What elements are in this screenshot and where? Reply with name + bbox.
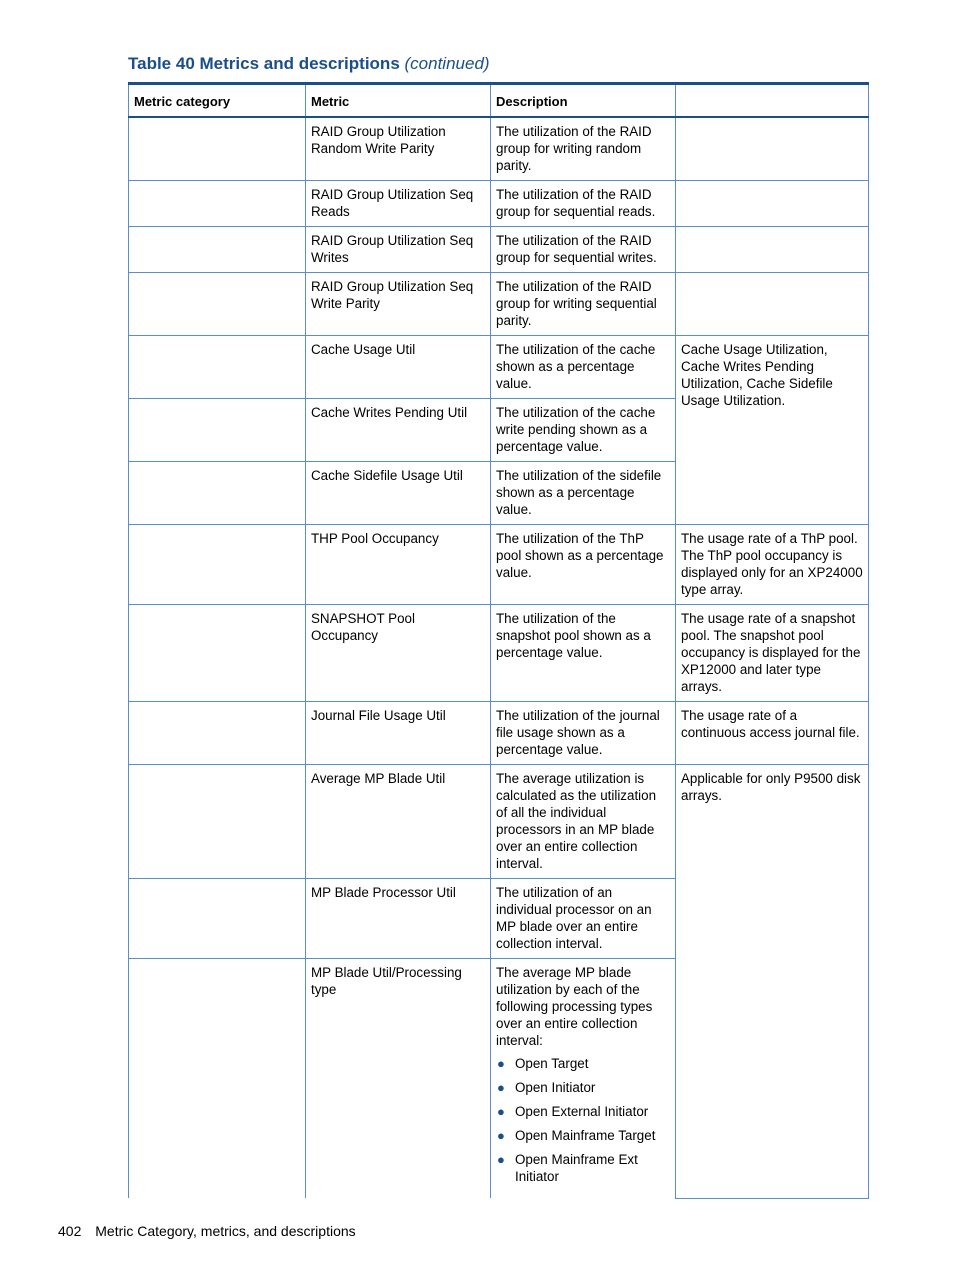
cell-description: The utilization of the journal file usage shown as a percentage value.: [491, 702, 676, 765]
cell-note: [676, 117, 869, 181]
cell-note: [676, 273, 869, 336]
table-row: [129, 181, 869, 227]
cell-category: [129, 702, 306, 765]
list-item-text: Open Target: [515, 1056, 589, 1071]
cell-note: The usage rate of a snapshot pool. The snapshot pool occupancy is displayed for the XP12000 and later type arrays.: [676, 605, 869, 702]
cell-metric: Average MP Blade Util: [306, 765, 491, 879]
cell-description-text: The average MP blade utilization by each of the following processing types over an entire collection interval:: [496, 965, 653, 1048]
cell-category: [129, 336, 306, 399]
cell-metric: Cache Writes Pending Util: [306, 399, 491, 462]
cell-metric: RAID Group Utilization Seq Writes: [306, 227, 491, 273]
table-header-row: [129, 84, 869, 118]
cell-category: [129, 462, 306, 525]
header-description: Description: [491, 84, 676, 118]
header-notes: [676, 84, 869, 118]
cell-description: The average utilization is calculated as the utilization of all the individual processors in an MP blade over an entire collection interval.: [491, 765, 676, 879]
table-caption: [128, 54, 490, 74]
cell-note: The usage rate of a ThP pool. The ThP pool occupancy is displayed only for an XP24000 type array.: [676, 525, 869, 605]
cell-description: The utilization of the RAID group for sequential writes.: [491, 227, 676, 273]
cell-category: [129, 399, 306, 462]
cell-metric: MP Blade Processor Util: [306, 879, 491, 959]
cell-description: The utilization of the snapshot pool shown as a percentage value.: [491, 605, 676, 702]
list-item: [496, 1151, 670, 1185]
cell-description: The utilization of the RAID group for sequential reads.: [491, 181, 676, 227]
cell-description: The utilization of an individual processor on an MP blade over an entire collection interval.: [491, 879, 676, 959]
list-item: [496, 1103, 670, 1120]
cell-metric: RAID Group Utilization Random Write Parity: [306, 117, 491, 181]
page-number: 402: [58, 1223, 82, 1239]
header-metric-category: Metric category: [129, 84, 306, 118]
list-item-text: Open Mainframe Target: [515, 1128, 656, 1143]
cell-description: The utilization of the cache shown as a percentage value.: [491, 336, 676, 399]
cell-category: [129, 765, 306, 879]
header-metric: Metric: [306, 84, 491, 118]
bullet-icon: ●: [497, 1128, 505, 1143]
list-item-text: Open Initiator: [515, 1080, 596, 1095]
cell-metric: Cache Usage Util: [306, 336, 491, 399]
list-item: [496, 1055, 670, 1072]
cell-category: [129, 605, 306, 702]
cell-description: [491, 959, 676, 1199]
cell-description: The utilization of the sidefile shown as a percentage value.: [491, 462, 676, 525]
table-row: [129, 702, 869, 765]
cell-metric: Journal File Usage Util: [306, 702, 491, 765]
table-row: [129, 227, 869, 273]
list-item: [496, 1127, 670, 1144]
cell-category: [129, 525, 306, 605]
bullet-icon: ●: [497, 1080, 505, 1095]
table-row: [129, 525, 869, 605]
bullet-icon: ●: [497, 1104, 505, 1119]
cell-note: [676, 181, 869, 227]
cell-description: The utilization of the RAID group for writing random parity.: [491, 117, 676, 181]
bullet-icon: ●: [497, 1056, 505, 1071]
cell-metric: THP Pool Occupancy: [306, 525, 491, 605]
metrics-table-container: [128, 82, 868, 1199]
cell-metric: MP Blade Util/Processing type: [306, 959, 491, 1199]
cell-note: [676, 227, 869, 273]
table-caption-title: Table 40 Metrics and descriptions: [128, 54, 400, 73]
list-item-text: Open External Initiator: [515, 1104, 649, 1119]
cell-description: The utilization of the cache write pending shown as a percentage value.: [491, 399, 676, 462]
table-row: [129, 605, 869, 702]
page-footer: [58, 1223, 356, 1239]
table-row: [129, 273, 869, 336]
cell-category: [129, 879, 306, 959]
footer-section-title: Metric Category, metrics, and descriptions: [95, 1223, 356, 1239]
table-caption-continued: (continued): [404, 54, 490, 73]
cell-category: [129, 227, 306, 273]
cell-note: Applicable for only P9500 disk arrays.: [676, 765, 869, 1199]
metrics-table: [128, 82, 869, 1199]
cell-description: The utilization of the ThP pool shown as a percentage value.: [491, 525, 676, 605]
cell-metric: RAID Group Utilization Seq Write Parity: [306, 273, 491, 336]
table-row: [129, 765, 869, 879]
list-item: [496, 1079, 670, 1096]
bullet-icon: ●: [497, 1152, 505, 1167]
cell-category: [129, 959, 306, 1199]
table-row: [129, 117, 869, 181]
processing-type-list: [496, 1055, 670, 1185]
list-item-text: Open Mainframe Ext Initiator: [515, 1152, 638, 1184]
cell-category: [129, 273, 306, 336]
table-row: [129, 336, 869, 399]
cell-category: [129, 181, 306, 227]
cell-note: The usage rate of a continuous access journal file.: [676, 702, 869, 765]
cell-category: [129, 117, 306, 181]
cell-note: Cache Usage Utilization, Cache Writes Pending Utilization, Cache Sidefile Usage Utilization.: [676, 336, 869, 525]
cell-metric: SNAPSHOT Pool Occupancy: [306, 605, 491, 702]
cell-metric: RAID Group Utilization Seq Reads: [306, 181, 491, 227]
cell-description: The utilization of the RAID group for writing sequential parity.: [491, 273, 676, 336]
cell-metric: Cache Sidefile Usage Util: [306, 462, 491, 525]
